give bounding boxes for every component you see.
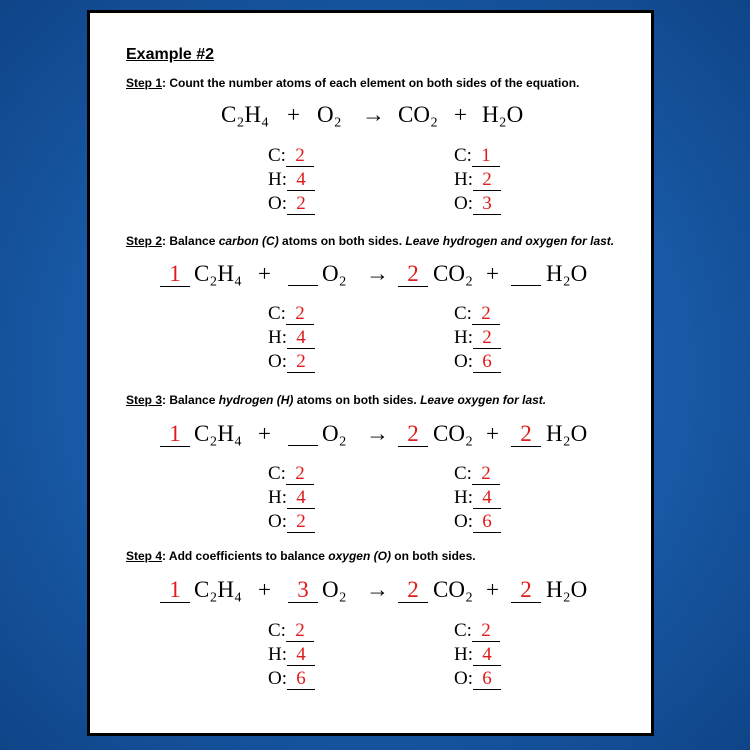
count-blank[interactable]: 2 <box>286 146 314 167</box>
count-blank[interactable]: 4 <box>473 488 501 509</box>
step-2-left-counts: C: 2 H: 4 O: 2 <box>268 302 315 374</box>
eq1-co2: CO₂ <box>398 102 438 127</box>
count-blank[interactable]: 1 <box>472 146 500 167</box>
step-4-label: Step 4 <box>126 549 163 563</box>
coefficient-blank[interactable]: 2 <box>511 578 541 603</box>
step-1-text: : Count the number atoms of each element on both sides of the equation. <box>162 76 580 90</box>
count-blank[interactable]: 4 <box>473 645 501 666</box>
count-blank[interactable]: 2 <box>286 621 314 642</box>
coefficient-blank[interactable]: 2 <box>398 578 428 603</box>
count-blank[interactable]: 2 <box>286 304 314 325</box>
count-blank[interactable]: 2 <box>286 464 314 485</box>
count-blank[interactable]: 4 <box>287 645 315 666</box>
count-blank[interactable]: 6 <box>473 512 501 533</box>
count-blank[interactable]: 4 <box>287 488 315 509</box>
eq1-c2h4: C₂H₄ <box>221 102 269 127</box>
eq1-plus-1: + <box>287 102 300 127</box>
count-blank[interactable]: 2 <box>473 328 501 349</box>
step-4-equation: 1 C₂H₄ + 3 O₂ → 2 CO₂ + 2 H₂O <box>90 577 651 611</box>
step-4-left-counts: C: 2 H: 4 O: 6 <box>268 619 315 691</box>
eq1-plus-2: + <box>454 102 467 127</box>
coefficient-blank[interactable]: 3 <box>288 578 318 603</box>
step-1-left-counts: C: 2 H: 4 O: 2 <box>268 144 315 216</box>
coefficient-blank[interactable]: 1 <box>160 578 190 603</box>
step-3-right-counts: C: 2 H: 4 O: 6 <box>454 462 501 534</box>
count-blank[interactable]: 2 <box>287 512 315 533</box>
count-blank[interactable]: 4 <box>287 328 315 349</box>
count-blank[interactable]: 6 <box>473 669 501 690</box>
count-blank[interactable]: 2 <box>287 352 315 373</box>
page-title: Example #2 <box>126 46 215 63</box>
coefficient-blank[interactable] <box>288 421 318 446</box>
coefficient-blank[interactable]: 1 <box>160 262 190 287</box>
count-blank[interactable]: 2 <box>472 304 500 325</box>
step-2-right-counts: C: 2 H: 2 O: 6 <box>454 302 501 374</box>
count-blank[interactable]: 6 <box>473 352 501 373</box>
step-1-instruction <box>126 76 579 90</box>
step-1-right-counts: C: 1 H: 2 O: 3 <box>454 144 501 216</box>
step-2-instruction: Step 2: Balance carbon (C) atoms on both sides. Leave hydrogen and oxygen for last. <box>126 234 615 248</box>
step-2-equation: 1 C₂H₄ + O₂ → 2 CO₂ + H₂O <box>90 261 651 295</box>
count-blank[interactable]: 3 <box>473 194 501 215</box>
count-blank[interactable]: 2 <box>287 194 315 215</box>
step-1-equation <box>90 102 651 136</box>
count-blank[interactable]: 4 <box>287 170 315 191</box>
coefficient-blank[interactable]: 2 <box>398 262 428 287</box>
eq1-arrow: → <box>362 102 385 127</box>
step-4-right-counts: C: 2 H: 4 O: 6 <box>454 619 501 691</box>
step-3-equation: 1 C₂H₄ + O₂ → 2 CO₂ + 2 H₂O <box>90 421 651 455</box>
eq1-h2o: H₂O <box>482 102 524 127</box>
step-3-left-counts: C: 2 H: 4 O: 2 <box>268 462 315 534</box>
count-blank[interactable]: 2 <box>473 170 501 191</box>
eq1-o2: O₂ <box>317 102 342 127</box>
count-blank[interactable]: 2 <box>472 464 500 485</box>
step-4-instruction: Step 4: Add coefficients to balance oxygen (O) on both sides. <box>126 549 476 563</box>
step-2-label: Step 2 <box>126 234 163 248</box>
step-3-instruction: Step 3: Balance hydrogen (H) atoms on both sides. Leave oxygen for last. <box>126 393 547 407</box>
step-1-label: Step 1 <box>126 76 163 90</box>
step-3-label: Step 3 <box>126 393 163 407</box>
coefficient-blank[interactable]: 2 <box>398 422 428 447</box>
coefficient-blank[interactable]: 2 <box>511 422 541 447</box>
count-blank[interactable]: 6 <box>287 669 315 690</box>
worksheet-page <box>87 10 654 736</box>
count-blank[interactable]: 2 <box>472 621 500 642</box>
coefficient-blank[interactable] <box>511 261 541 286</box>
coefficient-blank[interactable]: 1 <box>160 422 190 447</box>
coefficient-blank[interactable] <box>288 261 318 286</box>
